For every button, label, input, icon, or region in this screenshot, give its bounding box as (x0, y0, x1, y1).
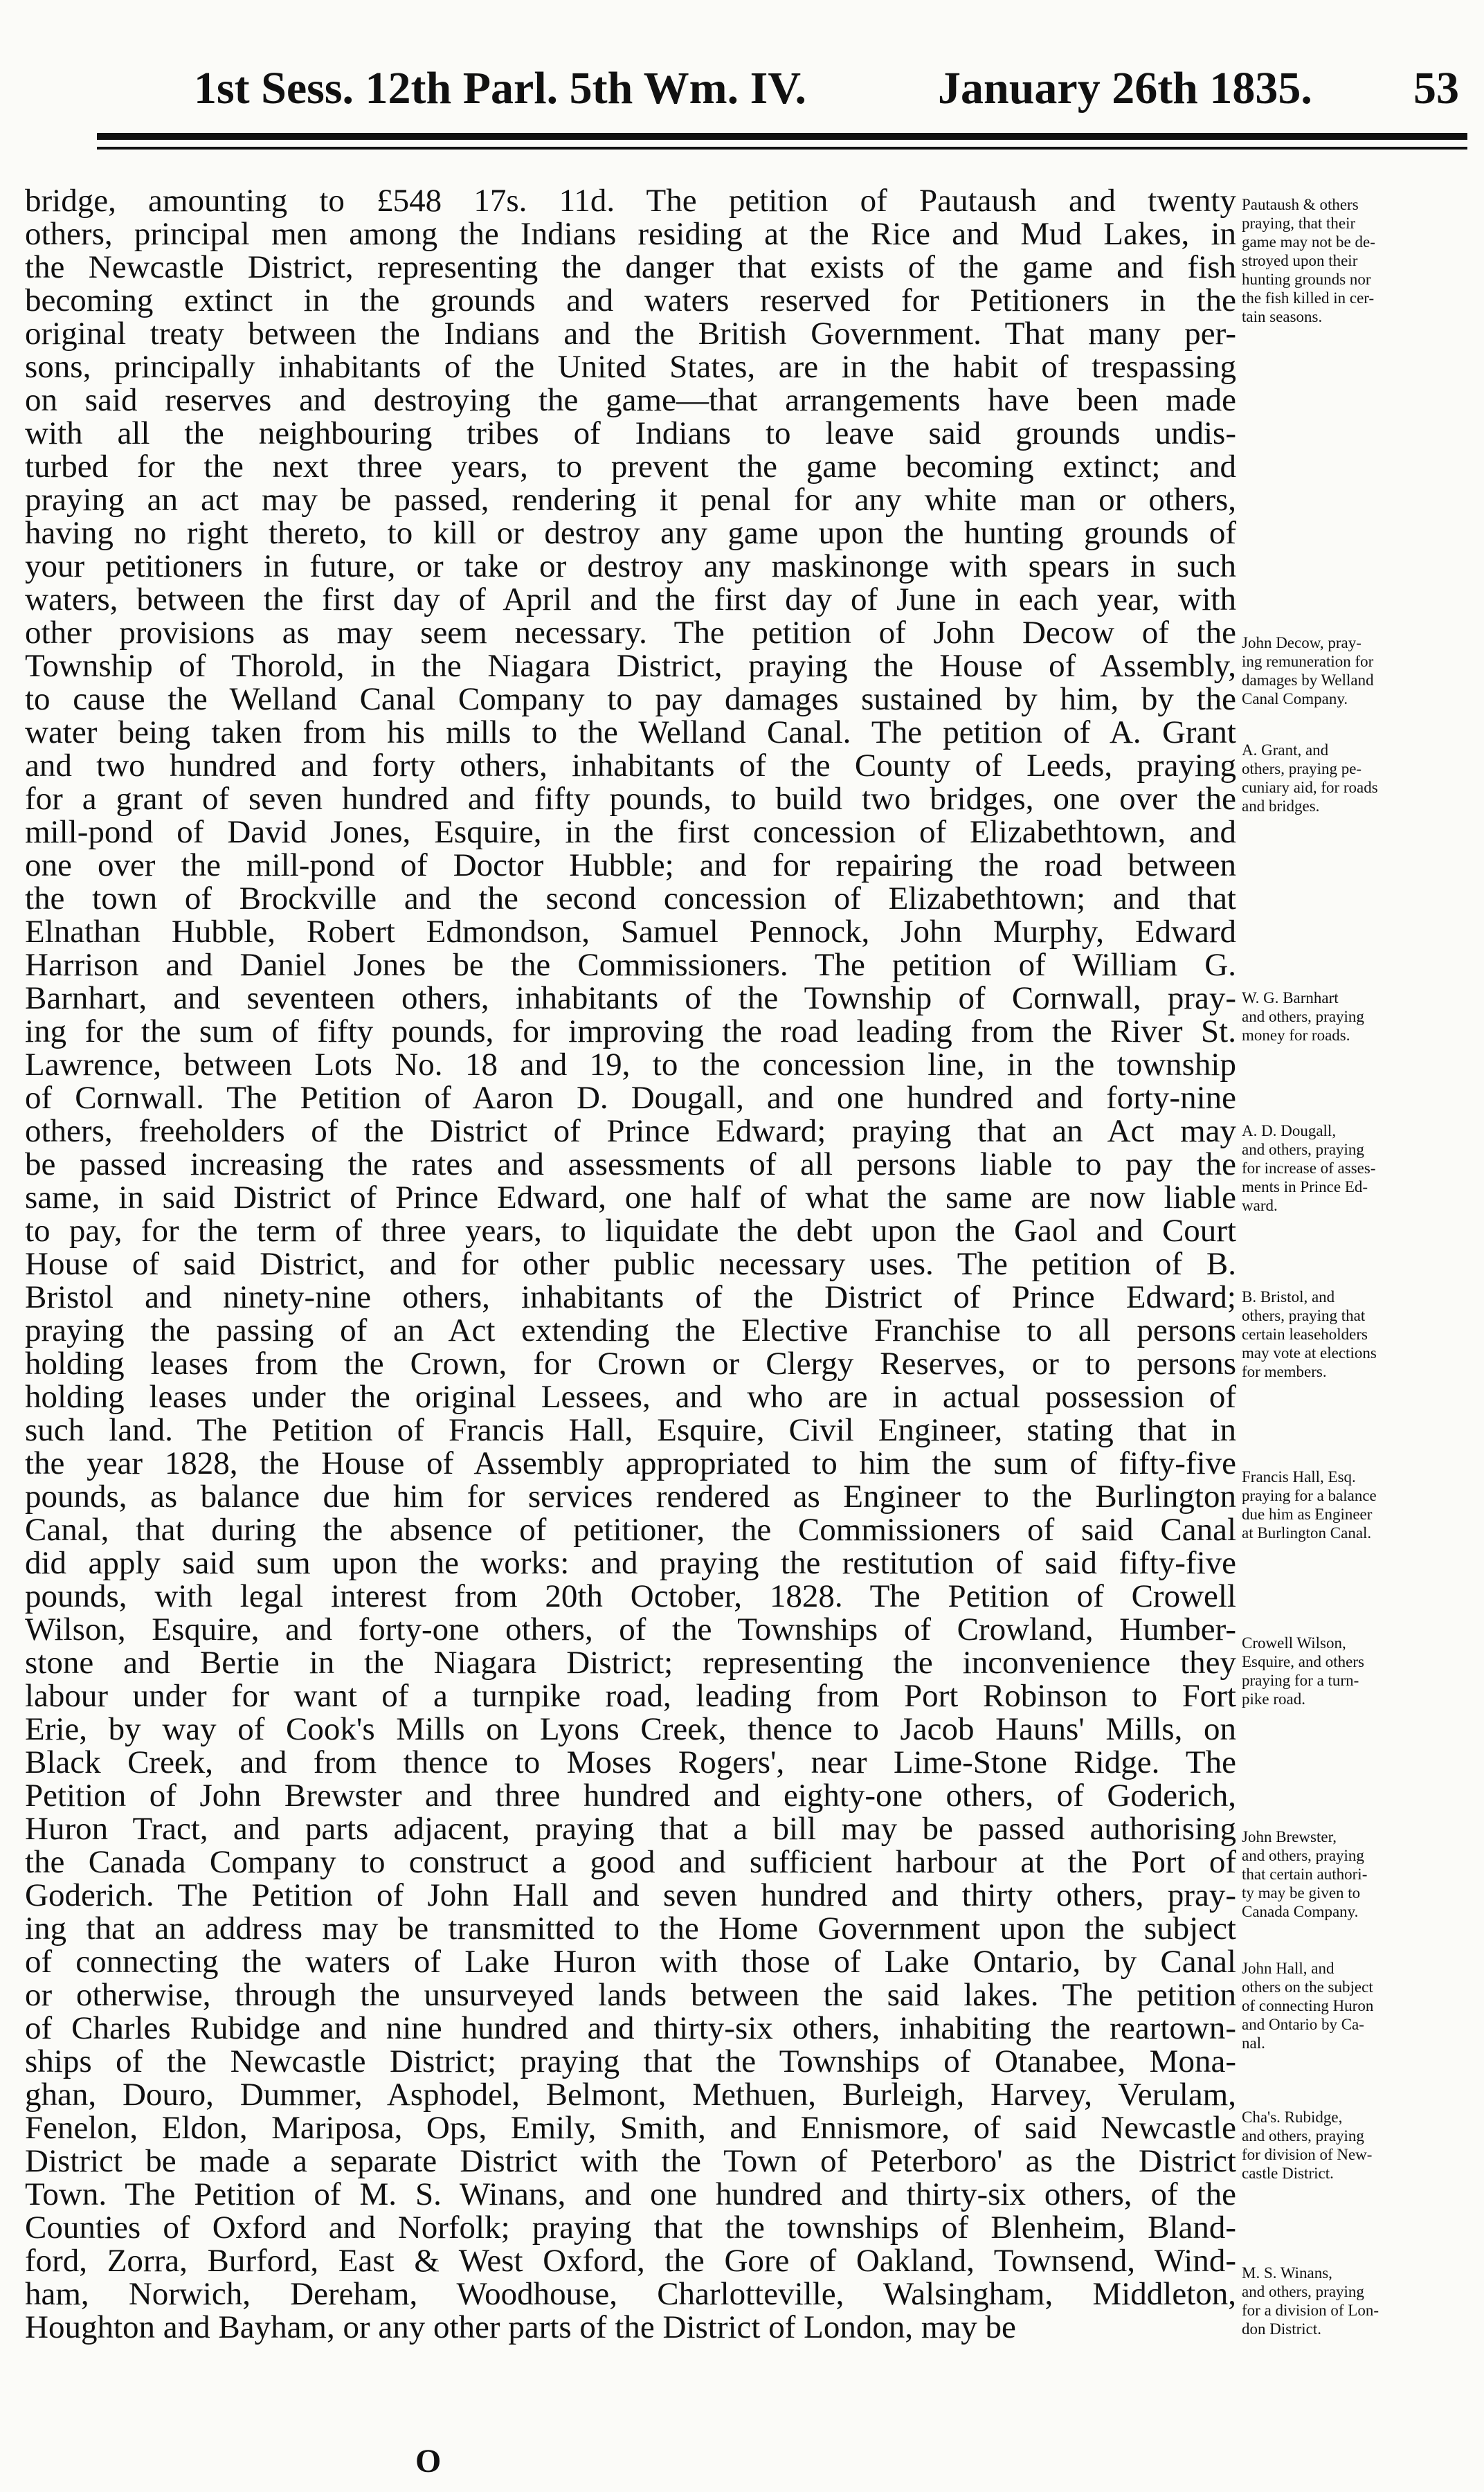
body-line: bridge, amounting to £548 17s. 11d. The petition of Pautaush and twenty (25, 183, 1236, 219)
body-line: with all the neighbouring tribes of Indians to leave said grounds undis- (25, 415, 1236, 451)
body-line: Black Creek, and from thence to Moses Rogers', near Lime-Stone Ridge. The (25, 1744, 1236, 1780)
margin-note-line: for increase of asses- (1242, 1159, 1376, 1177)
margin-note (1242, 1827, 1467, 1921)
margin-note-line: others on the subject (1242, 1978, 1373, 1996)
body-line: Town. The Petition of M. S. Winans, and one hundred and thirty-six others, of the (25, 2176, 1236, 2212)
body-line: of Charles Rubidge and nine hundred and thirty-six others, inhabiting the reartown- (25, 2010, 1236, 2046)
margin-note-line: A. D. Dougall, (1242, 1122, 1337, 1139)
margin-note-line: don District. (1242, 2320, 1321, 2338)
margin-note-line: for a division of Lon- (1242, 2302, 1379, 2319)
body-line: waters, between the first day of April and the first day of June in each year, with (25, 581, 1236, 617)
margin-note-line: pike road. (1242, 1690, 1305, 1708)
body-line: Township of Thorold, in the Niagara District, praying the House of Assembly, (25, 648, 1236, 684)
body-line: pounds, as balance due him for services rendered as Engineer to the Burlington (25, 1479, 1236, 1515)
body-line: District be made a separate District with the Town of Peterboro' as the District (25, 2143, 1236, 2179)
margin-note (1242, 1959, 1467, 2052)
body-line: same, in said District of Prince Edward, one half of what the same are now liable (25, 1180, 1236, 1216)
body-line: Bristol and ninety-nine others, inhabitants of the District of Prince Edward; (25, 1279, 1236, 1315)
body-line: Lawrence, between Lots No. 18 and 19, to the concession line, in the township (25, 1047, 1236, 1083)
margin-note-line: and Ontario by Ca- (1242, 2016, 1364, 2033)
header-rule-thin (97, 147, 1467, 150)
body-line: on said reserves and destroying the game—that arrangements have been made (25, 382, 1236, 418)
body-line: labour under for want of a turnpike road, leading from Port Robinson to Fort (25, 1678, 1236, 1714)
body-line: original treaty between the Indians and the British Government. That many per- (25, 316, 1236, 352)
body-line: Counties of Oxford and Norfolk; praying that the townships of Blenheim, Bland- (25, 2210, 1236, 2246)
body-line: or otherwise, through the unsurveyed lands between the said lakes. The petition (25, 1977, 1236, 2013)
body-line: of Cornwall. The Petition of Aaron D. Dougall, and one hundred and forty-nine (25, 1080, 1236, 1116)
margin-note-line: John Decow, pray- (1242, 634, 1361, 651)
body-line: the Canada Company to construct a good and sufficient harbour at the Port of (25, 1844, 1236, 1880)
margin-note-line: due him as Engineer (1242, 1506, 1373, 1523)
margin-note-line: Pautaush & others (1242, 196, 1359, 213)
margin-note-line: Canal Company. (1242, 690, 1348, 707)
body-line: becoming extinct in the grounds and waters reserved for Petitioners in the (25, 282, 1236, 318)
body-line: Harrison and Daniel Jones be the Commissioners. The petition of William G. (25, 947, 1236, 983)
body-line: Wilson, Esquire, and forty-one others, of the Townships of Crowland, Humber- (25, 1611, 1236, 1647)
margin-note-line: of connecting Huron (1242, 1997, 1374, 2014)
margin-note-line: cuniary aid, for roads (1242, 779, 1378, 796)
margin-note-line: and others, praying (1242, 1847, 1364, 1864)
header-rule-thick (97, 133, 1467, 140)
body-line: of connecting the waters of Lake Huron with those of Lake Ontario, by Canal (25, 1944, 1236, 1980)
margin-note-line: Crowell Wilson, (1242, 1634, 1346, 1652)
body-line: one over the mill-pond of Doctor Hubble; and for repairing the road between (25, 847, 1236, 883)
body-line: ham, Norwich, Dereham, Woodhouse, Charlotteville, Walsingham, Middleton, (25, 2276, 1236, 2312)
page-header (0, 0, 1484, 132)
margin-note-line: may vote at elections (1242, 1344, 1377, 1362)
body-line: holding leases from the Crown, for Crown or Clergy Reserves, or to persons (25, 1346, 1236, 1382)
margin-note-line: praying for a balance (1242, 1487, 1377, 1504)
body-line: Elnathan Hubble, Robert Edmondson, Samuel Pennock, John Murphy, Edward (25, 914, 1236, 950)
body-line: Erie, by way of Cook's Mills on Lyons Creek, thence to Jacob Hauns' Mills, on (25, 1711, 1236, 1747)
margin-note-line: at Burlington Canal. (1242, 1524, 1372, 1542)
body-line: and two hundred and forty others, inhabitants of the County of Leeds, praying (25, 748, 1236, 784)
margin-note-line: and others, praying (1242, 2283, 1364, 2300)
margin-note (1242, 195, 1467, 326)
page-number: 53 (1413, 63, 1459, 114)
body-line: Goderich. The Petition of John Hall and seven hundred and thirty others, pray- (25, 1877, 1236, 1913)
margin-note (1242, 2108, 1467, 2183)
body-line: such land. The Petition of Francis Hall, Esquire, Civil Engineer, stating that in (25, 1412, 1236, 1448)
date-heading: January 26th 1835. (938, 63, 1312, 114)
signature-mark: O (415, 2443, 442, 2480)
margin-note-line: John Brewster, (1242, 1828, 1337, 1845)
margin-note-line: B. Bristol, and (1242, 1288, 1335, 1306)
body-line: having no right thereto, to kill or destroy any game upon the hunting grounds of (25, 515, 1236, 551)
body-line: for a grant of seven hundred and fifty pounds, to build two bridges, one over the (25, 781, 1236, 817)
body-line: turbed for the next three years, to prevent the game becoming extinct; and (25, 449, 1236, 485)
body-line: Houghton and Bayham, or any other parts of the District of London, may be (25, 2309, 1016, 2345)
margin-note-line: praying, that their (1242, 215, 1356, 232)
margin-note-line: money for roads. (1242, 1027, 1350, 1044)
margin-note (1242, 1121, 1467, 1215)
body-line: stone and Bertie in the Niagara District; representing the inconvenience they (25, 1645, 1236, 1681)
margin-note-line: tain seasons. (1242, 308, 1323, 325)
margin-note-line: ing remuneration for (1242, 653, 1374, 670)
margin-note-line: Esquire, and others (1242, 1653, 1364, 1670)
session-heading: 1st Sess. 12th Parl. 5th Wm. IV. (194, 63, 806, 114)
margin-note (1242, 1634, 1467, 1708)
margin-note-line: Francis Hall, Esq. (1242, 1468, 1356, 1486)
margin-note-line: stroyed upon their (1242, 252, 1358, 269)
body-line: be passed increasing the rates and assessments of all persons liable to pay the (25, 1146, 1236, 1182)
margin-note-line: M. S. Winans, (1242, 2264, 1332, 2282)
margin-note-line: the fish killed in cer- (1242, 289, 1375, 307)
margin-note-line: and others, praying (1242, 2127, 1364, 2145)
margin-note-line: and others, praying (1242, 1008, 1364, 1025)
margin-note (1242, 1288, 1467, 1381)
body-line: to cause the Welland Canal Company to pay damages sustained by him, by the (25, 681, 1236, 717)
body-line: the year 1828, the House of Assembly appropriated to him the sum of fifty-five (25, 1445, 1236, 1481)
body-line: your petitioners in future, or take or destroy any maskinonge with spears in such (25, 548, 1236, 584)
body-line: ford, Zorra, Burford, East & West Oxford, the Gore of Oakland, Townsend, Wind- (25, 2243, 1236, 2279)
margin-note (1242, 988, 1467, 1045)
body-line: praying an act may be passed, rendering it penal for any white man or others, (25, 482, 1236, 518)
body-line: Fenelon, Eldon, Mariposa, Ops, Emily, Smith, and Ennismore, of said Newcastle (25, 2110, 1236, 2146)
margin-note-line: praying for a turn- (1242, 1672, 1359, 1689)
body-text (25, 184, 1236, 2344)
margin-note-line: hunting grounds nor (1242, 271, 1371, 288)
margin-note-line: ward. (1242, 1197, 1278, 1214)
body-line: Barnhart, and seventeen others, inhabitants of the Township of Cornwall, pray- (25, 980, 1236, 1016)
margin-note-line: that certain authori- (1242, 1866, 1368, 1883)
margin-note-line: Cha's. Rubidge, (1242, 2109, 1343, 2126)
margin-note-line: nal. (1242, 2034, 1265, 2052)
margin-note-line: castle District. (1242, 2165, 1334, 2182)
body-line: Petition of John Brewster and three hundred and eighty-one others, of Goderich, (25, 1778, 1236, 1814)
body-line: pounds, with legal interest from 20th October, 1828. The Petition of Crowell (25, 1578, 1236, 1614)
margin-note-line: John Hall, and (1242, 1960, 1334, 1977)
margin-note-line: others, praying pe- (1242, 760, 1362, 777)
margin-note-line: others, praying that (1242, 1307, 1366, 1324)
margin-note-line: damages by Welland (1242, 671, 1374, 689)
margin-note-line: A. Grant, and (1242, 741, 1329, 759)
body-line: Huron Tract, and parts adjacent, praying that a bill may be passed authorising (25, 1811, 1236, 1847)
margin-note-line: ty may be given to (1242, 1884, 1361, 1902)
margin-note-line: for members. (1242, 1363, 1327, 1380)
body-line: House of said District, and for other public necessary uses. The petition of B. (25, 1246, 1236, 1282)
margin-note-line: and others, praying (1242, 1141, 1364, 1158)
body-line: ghan, Douro, Dummer, Asphodel, Belmont, Methuen, Burleigh, Harvey, Verulam, (25, 2077, 1236, 2113)
body-line: others, freeholders of the District of Prince Edward; praying that an Act may (25, 1113, 1236, 1149)
body-line: praying the passing of an Act extending the Elective Franchise to all persons (25, 1312, 1236, 1348)
body-line: mill-pond of David Jones, Esquire, in the first concession of Elizabethtown, and (25, 814, 1236, 850)
body-line: to pay, for the term of three years, to liquidate the debt upon the Gaol and Court (25, 1213, 1236, 1249)
margin-note (1242, 1468, 1467, 1542)
body-line: ing that an address may be transmitted to the Home Government upon the subject (25, 1911, 1236, 1947)
margin-note-line: certain leaseholders (1242, 1326, 1368, 1343)
margin-note (1242, 741, 1467, 815)
margin-note (1242, 633, 1467, 708)
margin-note (1242, 2264, 1467, 2338)
body-line: water being taken from his mills to the Welland Canal. The petition of A. Grant (25, 714, 1236, 750)
body-line: sons, principally inhabitants of the United States, are in the habit of trespassing (25, 349, 1236, 385)
margin-note-line: W. G. Barnhart (1242, 989, 1339, 1006)
margin-note-line: and bridges. (1242, 797, 1320, 815)
margin-note-line: Canada Company. (1242, 1903, 1359, 1920)
margin-note-line: ments in Prince Ed- (1242, 1178, 1368, 1195)
body-line: Canal, that during the absence of petitioner, the Commissioners of said Canal (25, 1512, 1236, 1548)
body-line: the Newcastle District, representing the danger that exists of the game and fish (25, 249, 1236, 285)
margin-note-line: for division of New- (1242, 2146, 1373, 2163)
margin-note-line: game may not be de- (1242, 233, 1375, 251)
body-line: other provisions as may seem necessary. The petition of John Decow of the (25, 615, 1236, 651)
body-line: ships of the Newcastle District; praying that the Townships of Otanabee, Mona- (25, 2043, 1236, 2079)
body-line: did apply said sum upon the works: and praying the restitution of said fifty-five (25, 1545, 1236, 1581)
body-line: others, principal men among the Indians residing at the Rice and Mud Lakes, in (25, 216, 1236, 252)
body-line: holding leases under the original Lessees, and who are in actual possession of (25, 1379, 1236, 1415)
body-line: ing for the sum of fifty pounds, for improving the road leading from the River St. (25, 1013, 1236, 1049)
body-line: the town of Brockville and the second concession of Elizabethtown; and that (25, 881, 1236, 917)
